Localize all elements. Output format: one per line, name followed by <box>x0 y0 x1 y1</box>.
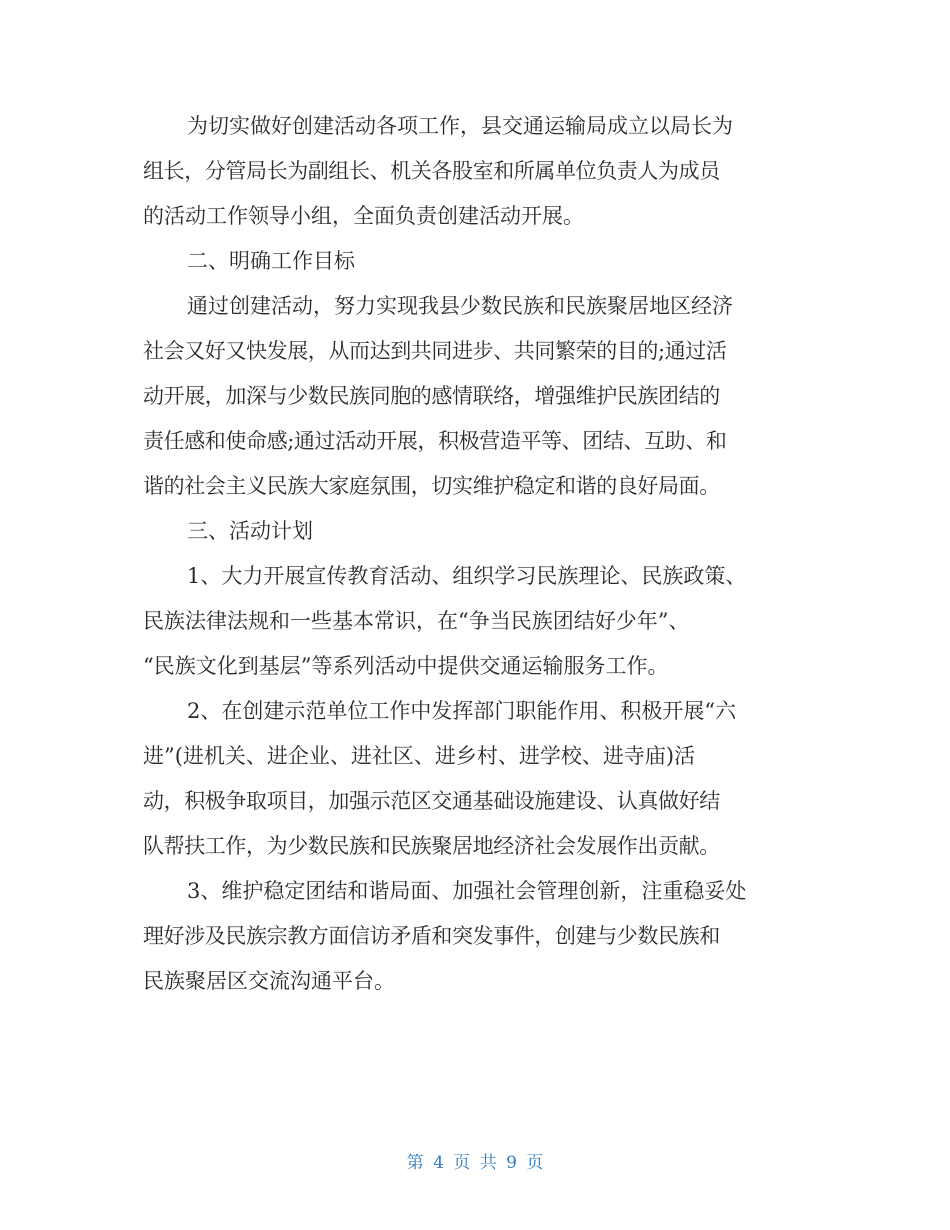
list-item-line: 民族聚居区交流沟通平台。 <box>143 969 395 993</box>
list-item-line: 动，积极争取项目，加强示范区交通基础设施建设、认真做好结 <box>143 789 720 813</box>
list-item-line: 理好涉及民族宗教方面信访矛盾和突发事件，创建与少数民族和 <box>143 924 720 948</box>
paragraph-line: 责任感和使命感;通过活动开展，积极营造平等、团结、互助、和 <box>143 429 727 453</box>
list-item-line: 3、维护稳定团结和谐局面、加强社会管理创新，注重稳妥处 <box>187 879 747 903</box>
paragraph-line: 组长，分管局长为副组长、机关各股室和所属单位负责人为成员 <box>143 159 720 183</box>
list-item-line: 队帮扶工作，为少数民族和民族聚居地经济社会发展作出贡献。 <box>143 834 720 858</box>
list-item-line: 民族法律法规和一些基本常识，在“争当民族团结好少年”、 <box>143 609 690 633</box>
document-body <box>143 104 811 1004</box>
list-item-line: 进”(进机关、进企业、进社区、进乡村、进学校、进寺庙)活 <box>143 744 696 768</box>
paragraph-line: 谐的社会主义民族大家庭氛围，切实维护稳定和谐的良好局面。 <box>143 474 720 498</box>
page-number-footer: 第 4 页 共 9 页 <box>406 1153 544 1173</box>
paragraph-line: 动开展，加深与少数民族同胞的感情联络，增强维护民族团结的 <box>143 384 720 408</box>
section-heading: 三、活动计划 <box>187 519 313 543</box>
section-heading: 二、明确工作目标 <box>187 249 355 273</box>
list-item-line: 2、在创建示范单位工作中发挥部门职能作用、积极开展“六 <box>187 699 737 723</box>
paragraph-line: 通过创建活动，努力实现我县少数民族和民族聚居地区经济 <box>187 294 733 318</box>
paragraph-line: 为切实做好创建活动各项工作，县交通运输局成立以局长为 <box>187 114 733 138</box>
list-item-line: “民族文化到基层”等系列活动中提供交通运输服务工作。 <box>143 654 669 678</box>
paragraph-line: 的活动工作领导小组，全面负责创建活动开展。 <box>143 204 584 228</box>
list-item-line: 1、大力开展宣传教育活动、组织学习民族理论、民族政策、 <box>187 564 747 588</box>
paragraph-line: 社会又好又快发展，从而达到共同进步、共同繁荣的目的;通过活 <box>143 339 727 363</box>
